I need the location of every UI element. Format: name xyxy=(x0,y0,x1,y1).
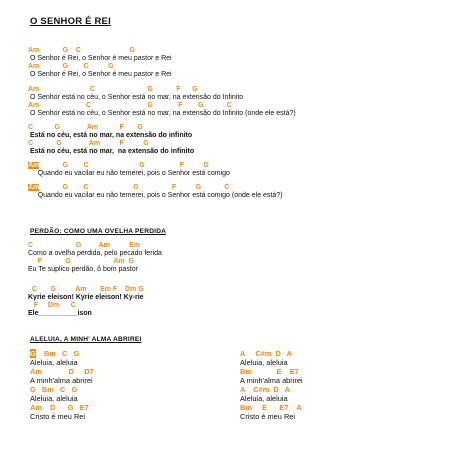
lyric-line: A minh'alma abrirei xyxy=(240,376,303,385)
lyric-line: Quando eu vacilar eu não temerei, pois o Senhor está comigo (onde ele está?) xyxy=(28,192,283,199)
chord-line: C G Am Em xyxy=(28,242,141,249)
lyric-line: Como a ovelha perdida, pelo pecado ferida xyxy=(28,250,162,257)
lyric-line: Eu Te suplico perdão, ô bom pastor xyxy=(28,266,138,273)
song-title: O SENHOR É REI xyxy=(30,16,111,27)
chord-line: Bm E E7 xyxy=(240,367,299,376)
chord-column-right xyxy=(240,350,303,422)
lyric-line: O Senhor é Rei, o Senhor é meu pastor e Rei xyxy=(28,55,172,62)
chord-line: A C#m D A xyxy=(240,385,290,394)
section-title-perdao: PERDÃO: COMO UMA OVELHA PERDIDA xyxy=(30,228,167,235)
chord-line: C G Am F G xyxy=(28,124,143,131)
chord-line: C G Am F G xyxy=(28,140,149,147)
lyric-line: Aleluia, aleluia xyxy=(30,394,78,403)
chord-line: G Bm C G xyxy=(30,349,80,358)
highlighted-chord: G xyxy=(30,349,36,358)
lyric-line: Aleluia, aleluia xyxy=(30,358,78,367)
lyric-line: Está no céu, está no mar, na extensão do infinito xyxy=(28,148,195,155)
chord-line: F G Am G xyxy=(28,258,134,265)
section-title-aleluia: ALELUIA, A MINH’ ALMA ABRIREI xyxy=(30,336,142,343)
chord-line: Am D G E7 xyxy=(30,403,89,412)
chord-line: A C#m D A xyxy=(240,349,293,358)
chord-column-left xyxy=(30,350,94,422)
chord-line: Am D D7 xyxy=(30,367,94,376)
lyric-line: Kyrie eleison! Kyrie eleison! Ky-rie xyxy=(28,294,144,301)
lyric-line: Ele__________ison xyxy=(28,310,92,317)
lyric-line: O Senhor está no céu, o Senhor está no mar, na extensão do Infinito (onde ele está?) xyxy=(28,110,296,117)
lyric-line: O Senhor está no céu, o Senhor está no mar, na extensão do Infinito xyxy=(28,94,244,101)
lyric-line: O Senhor é Rei, o Senhor é meu pastor e Rei xyxy=(28,71,172,78)
lyric-line: Está no céu, está no mar, na extensão do infinito xyxy=(28,132,193,139)
chord-line: C G Am Em F Dm G xyxy=(28,286,144,293)
chord-line: Am G C G xyxy=(28,63,114,70)
chord-line-highlighted: Am G C G F G C xyxy=(28,184,230,191)
chord-line: Am C G F G xyxy=(28,86,198,93)
lyric-line: Cristo é meu Rei xyxy=(240,412,296,421)
lyric-line: Quando eu vacilar eu não temerei, pois o Senhor está comigo xyxy=(28,170,230,177)
chord-line-highlighted: Am G C G F G xyxy=(28,162,209,169)
chord-line: Bm E E7 A xyxy=(240,403,302,412)
lyric-line: Aleluia, aleluia xyxy=(240,358,288,367)
highlighted-chord: Am xyxy=(28,184,40,191)
chord-line: G Bm C G xyxy=(30,385,78,394)
chord-line: Am C G F G C xyxy=(28,102,232,109)
lyric-line: Cristo é meu Rei xyxy=(30,412,86,421)
highlighted-chord: Am xyxy=(28,162,40,169)
lyric-line: Aleluia, aleluia xyxy=(240,394,288,403)
chord-line: F Dm C xyxy=(28,302,76,309)
lyric-line: A minh'alma abrirei xyxy=(30,376,93,385)
chord-line: Am G C G xyxy=(28,47,135,54)
